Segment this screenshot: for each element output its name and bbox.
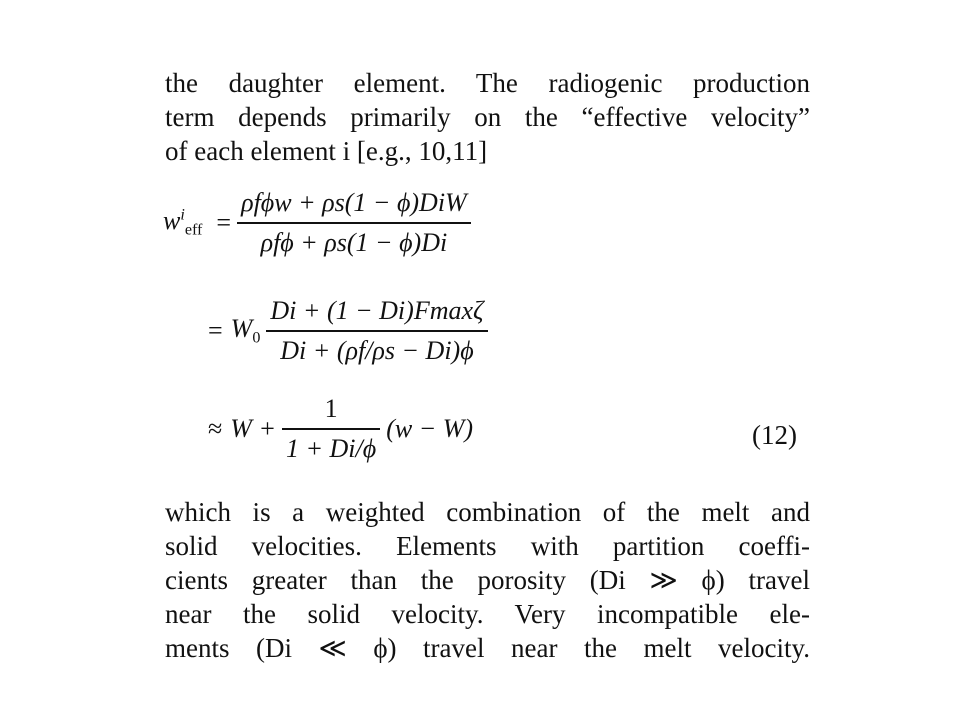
equation-line-2-relation: = <box>208 316 223 345</box>
equation-line-2-fraction <box>266 296 487 366</box>
equation-line-3-denominator: 1 + Di/ϕ <box>285 434 377 463</box>
equation-number: (12) <box>752 420 797 450</box>
equation-line-2-numerator: Di + (1 − Di)Fmaxζ <box>270 296 484 325</box>
paragraph-bottom-line-5: ments (Di ≪ ϕ) travel near the melt velocity. <box>165 633 810 663</box>
equation-line-1-relation: = <box>216 208 232 237</box>
paragraph-top <box>165 66 810 168</box>
equation-line-1-fraction <box>237 188 471 258</box>
equation-line-2-prefix <box>231 314 261 348</box>
paragraph-bottom-line-3: cients greater than the porosity (Di ≫ ϕ) travel <box>165 565 810 595</box>
paragraph-bottom-line-4: near the solid velocity. Very incompatible ele- <box>165 599 810 629</box>
paragraph-top-line-2: term depends primarily on the “effective velocity” <box>165 102 810 132</box>
paragraph-bottom-line-1: which is a weighted combination of the melt and <box>165 497 810 527</box>
equation-line-3 <box>208 394 473 464</box>
equation-line-3-numerator: 1 <box>324 394 338 423</box>
equation-lhs <box>163 206 202 240</box>
equation-line-3-suffix: (w − W) <box>386 414 474 443</box>
equation-line-3-fraction <box>282 394 380 464</box>
equation-line-2-prefix-symbol: W <box>230 314 253 344</box>
equation-lhs-superscript: i <box>180 206 185 224</box>
equation-line-2 <box>208 296 494 366</box>
equation-line-1-denominator: ρfϕ + ρs(1 − ϕ)Di <box>260 228 448 257</box>
paragraph-bottom <box>165 495 810 665</box>
equation-lhs-subscript: eff <box>184 221 203 239</box>
equation-line-3-prefix: W + <box>230 414 276 443</box>
equation-line-2-prefix-subscript: 0 <box>252 329 261 347</box>
paragraph-top-line-1: the daughter element. The radiogenic production <box>165 68 810 98</box>
paragraph-top-line-3: of each element i [e.g., 10,11] <box>165 136 488 166</box>
equation-line-1 <box>163 188 477 258</box>
paragraph-bottom-line-2: solid velocities. Elements with partition coeffi- <box>165 531 810 561</box>
equation-lhs-symbol: w <box>163 206 181 236</box>
equation-line-3-relation: ≈ <box>208 414 223 443</box>
equation-line-1-numerator: ρfϕw + ρs(1 − ϕ)DiW <box>241 188 467 217</box>
equation-line-2-denominator: Di + (ρf/ρs − Di)ϕ <box>280 336 474 365</box>
